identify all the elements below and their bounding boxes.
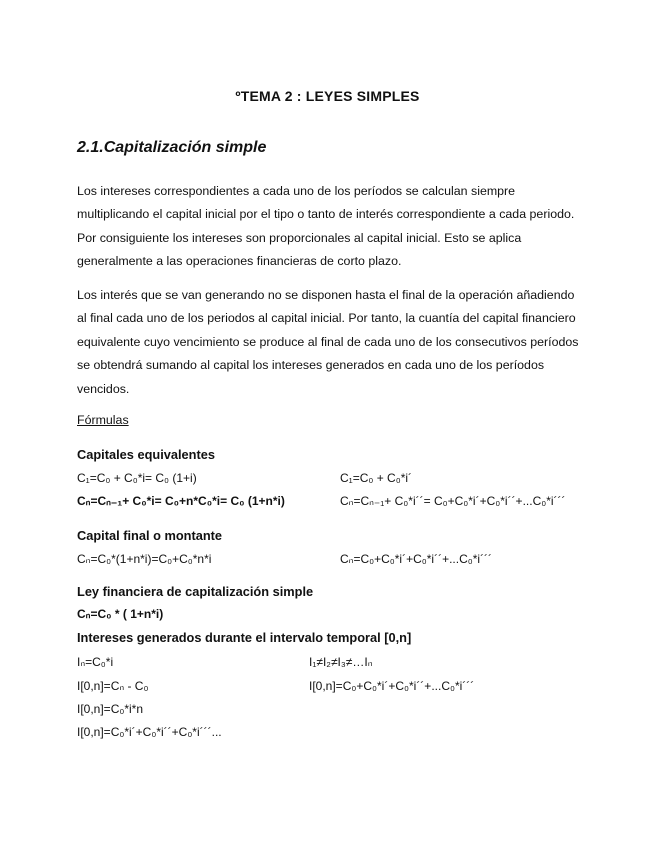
document-title: ºTEMA 2 : LEYES SIMPLES	[235, 88, 420, 104]
formula-capitales-left-2	[77, 494, 285, 508]
formula-ley-financiera: Cₙ=C₀ * ( 1+n*i)	[77, 607, 164, 621]
formula-capitales-right-1: C₁=C₀ + C₀*i´	[340, 471, 413, 485]
formula-intereses-right-2: I[0,n]=C₀+C₀*i´+C₀*i´´+...C₀*i´´´	[309, 679, 475, 693]
formula-capitales-left-1: C₁=C₀ + C₀*i= C₀ (1+i)	[77, 471, 197, 485]
heading-capital-final: Capital final o montante	[77, 528, 223, 543]
formula-intereses-left-2: I[0,n]=Cₙ - C₀	[77, 679, 149, 693]
section-title: 2.1.Capitalización simple	[77, 139, 267, 156]
formula-intereses-left-4: I[0,n]=C₀*i´+C₀*i´´+C₀*i´´´...	[77, 725, 222, 739]
formula-capital-final-left: Cₙ=C₀*(1+n*i)=C₀+C₀*n*i	[77, 552, 212, 566]
heading-capitales-equivalentes: Capitales equivalentes	[77, 447, 215, 462]
heading-ley-financiera: Ley financiera de capitalización simple	[77, 584, 314, 599]
formula-intereses-left-3: I[0,n]=C₀*i*n	[77, 702, 144, 716]
heading-intereses-generados: Intereses generados durante el intervalo temporal [0,n]	[77, 630, 412, 645]
paragraph-2: Los interés que se van generando no se disponen hasta el final de la operación añadiendo al final cada uno de los periodos al capital inicial. Por tanto, la cuantía del capital financiero equivalente cuyo vencimiento se produce al final de cada uno de los consecutivos períodos se obtendrá sumando al capital los intereses generados en cada uno de los períodos vencidos.	[77, 288, 579, 396]
formula-intereses-right-1: I₁≠I₂≠I₃≠…Iₙ	[309, 655, 373, 669]
formula-capitales-right-2: Cₙ=Cₙ₋₁+ C₀*i´´= C₀+C₀*i´+C₀*i´´+...C₀*i´´´	[340, 494, 566, 508]
paragraph-1: Los intereses correspondientes a cada uno de los períodos se calculan siempre multiplicando el capital inicial por el tipo o tanto de interés correspondiente a cada periodo. Por consiguiente los intereses son proporcionales al capital inicial. Esto se aplica generalmente a las operaciones financieras de corto plazo.	[77, 184, 575, 269]
formulas-label: Fórmulas	[77, 413, 129, 427]
formula-capital-final-right: Cₙ=C₀+C₀*i´+C₀*i´´+...C₀*i´´´	[340, 552, 493, 566]
formula-intereses-left-1: Iₙ=C₀*i	[77, 655, 114, 669]
formula-capitales-left-2-part-a: Cₙ=Cₙ₋₁+ C₀*i= C₀+n*C₀*i=	[77, 494, 231, 508]
formula-capitales-left-2-part-b: C₀ (1+n*i)	[230, 494, 285, 508]
